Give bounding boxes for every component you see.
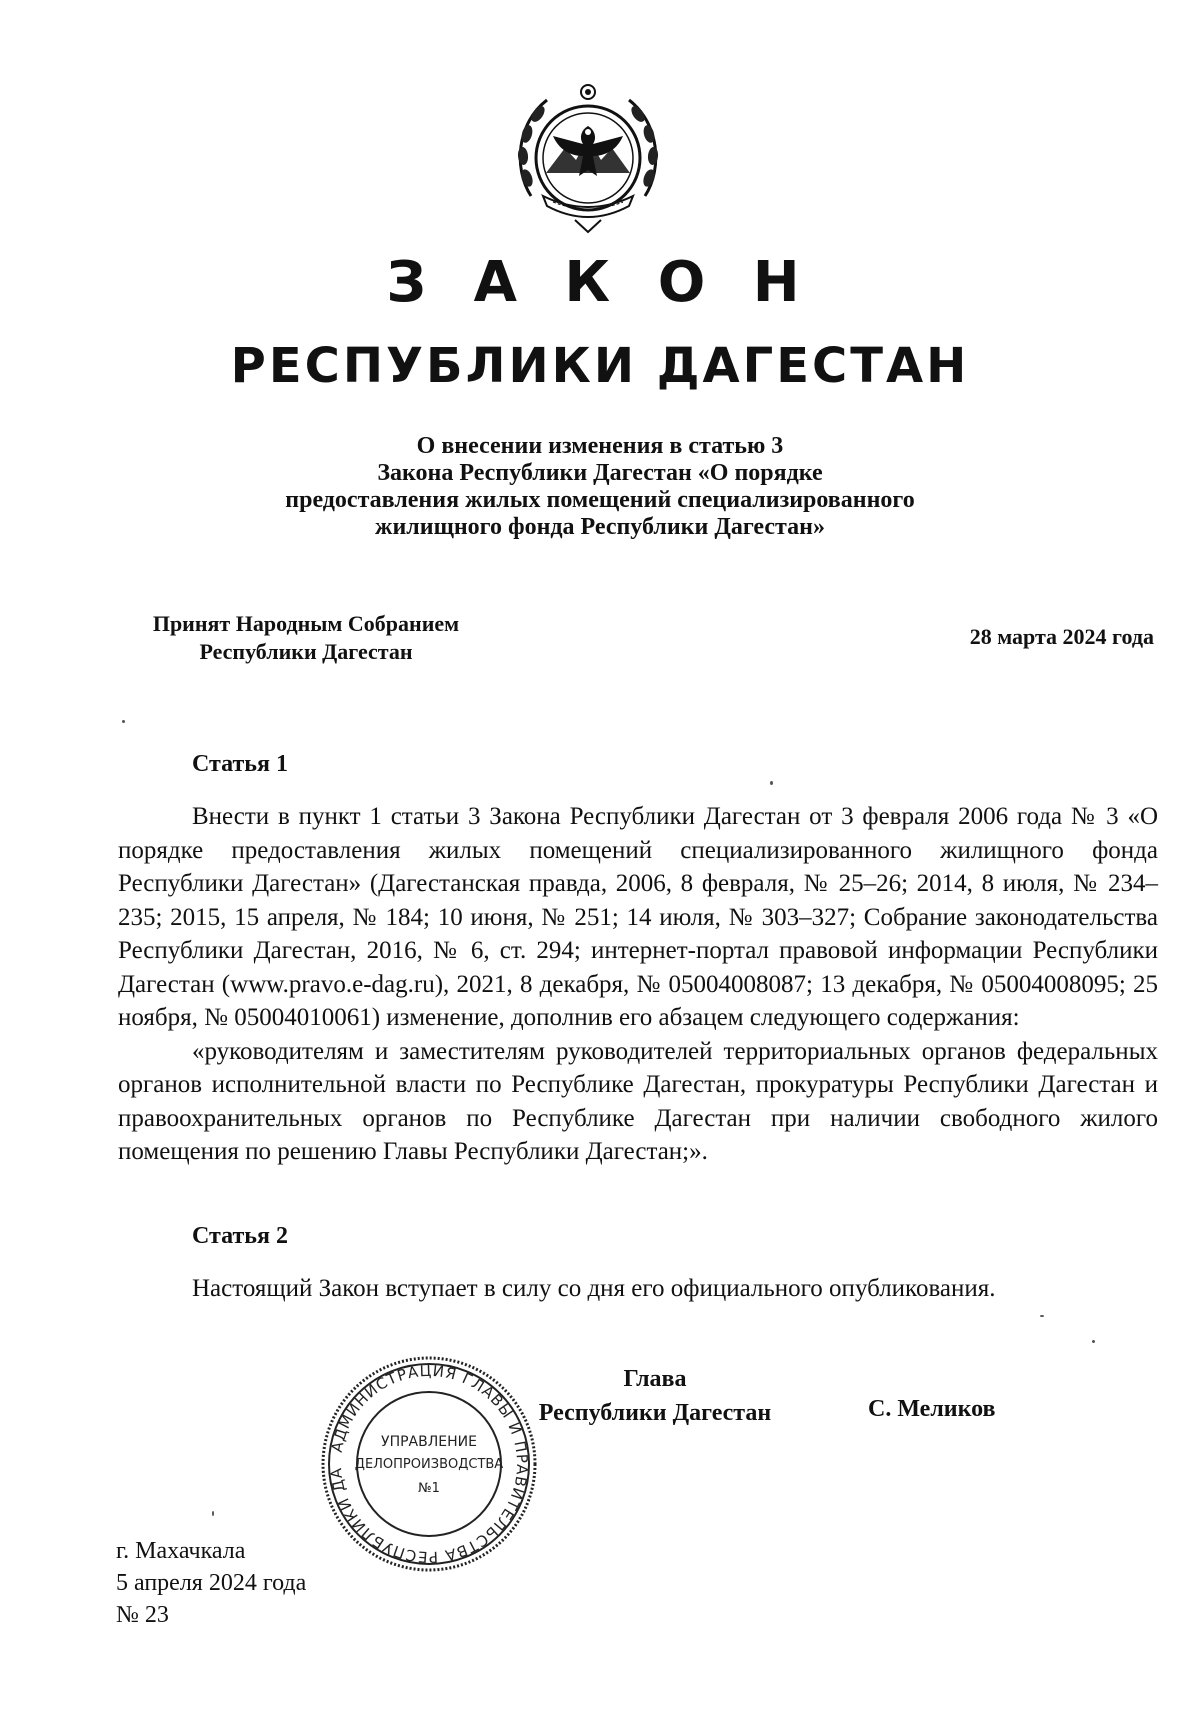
article-2-paragraph: Настоящий Закон вступает в силу со дня его официального опубликования. [192, 1275, 996, 1302]
adoption-line: Республики Дагестан [199, 639, 413, 664]
place-date-number [116, 1535, 306, 1631]
scan-speck [212, 1511, 214, 1516]
article-2-body [118, 1272, 1158, 1306]
article-1-paragraph: Внести в пункт 1 статьи 3 Закона Республики Дагестан от 3 февраля 2006 года № 3 «О порядке предоставления жилых помещений специализированного жилищного фонда Республики Дагестан» (Дагестанская правда, 2006, 8 февраля, № 25–26; 2014, 8 июля, № 234–235; 2015, 15 апреля, № 184; 10 июня, № 251; 14 июля, № 303–327; Собрание законодательства Республики Дагестан, 2016, № 6, ст. 294; интернет-портал правовой информации Республики Дагестан (www.pravo.e-dag.ru), 2021, 8 декабря, № 05004008087; 13 декабря, № 05004008095; 25 ноября, № 05004010061) изменение, дополнив его абзацем следующего содержания: [118, 803, 1158, 1031]
seal-inner-line: ДЕЛОПРОИЗВОДСТВА [354, 1457, 504, 1472]
signatory-role-line: Республики Дагестан [538, 1400, 772, 1426]
document-heading [0, 433, 1200, 541]
scan-speck [1040, 1315, 1044, 1317]
heading-line: предоставления жилых помещений специализированного [285, 487, 915, 513]
signing-date: 5 апреля 2024 года [116, 1570, 307, 1596]
adoption-line: Принят Народным Собранием [152, 611, 460, 636]
law-number: № 23 [116, 1602, 169, 1628]
seal-inner-line: УПРАВЛЕНИЕ [381, 1434, 477, 1450]
heading-line: жилищного фонда Республики Дагестан» [375, 514, 825, 540]
heading-line: Закона Республики Дагестан «О порядке [377, 460, 823, 486]
law-subtitle: РЕСПУБЛИКИ ДАГЕСТАН [230, 338, 970, 394]
signatory-role-line: Глава [623, 1366, 687, 1392]
signatory-role [510, 1362, 800, 1430]
signatory-name: С. Меликов [868, 1396, 996, 1422]
adoption-date: 28 марта 2024 года [969, 624, 1154, 649]
seal-outer-text: АДМИНИСТРАЦИЯ ГЛАВЫ И ПРАВИТЕЛЬСТВА РЕСПУБЛИКИ ДА [326, 1361, 532, 1567]
scan-speck [1092, 1340, 1095, 1343]
scan-speck [122, 720, 125, 723]
official-seal [317, 1352, 541, 1576]
article-2-title: Статья 2 [192, 1223, 288, 1249]
adoption-block [116, 610, 496, 666]
article-1-quoted-paragraph: «руководителям и заместителям руководителей территориальных органов федеральных органов исполнительной власти по Республике Дагестан, прокуратуры Республики Дагестан и правоохранительных органов по Республике Дагестан при наличии свободного жилого помещения по решению Главы Республики Дагестан;». [118, 1037, 1158, 1165]
place-city: г. Махачкала [116, 1538, 246, 1564]
dagestan-coat-of-arms-icon [513, 78, 663, 238]
law-title: З А К О Н [386, 250, 814, 315]
scan-speck [770, 781, 773, 785]
article-1-title: Статья 1 [192, 751, 288, 777]
heading-line: О внесении изменения в статью 3 [416, 433, 784, 459]
article-1-body [118, 800, 1158, 1169]
seal-inner-line: №1 [418, 1481, 440, 1496]
